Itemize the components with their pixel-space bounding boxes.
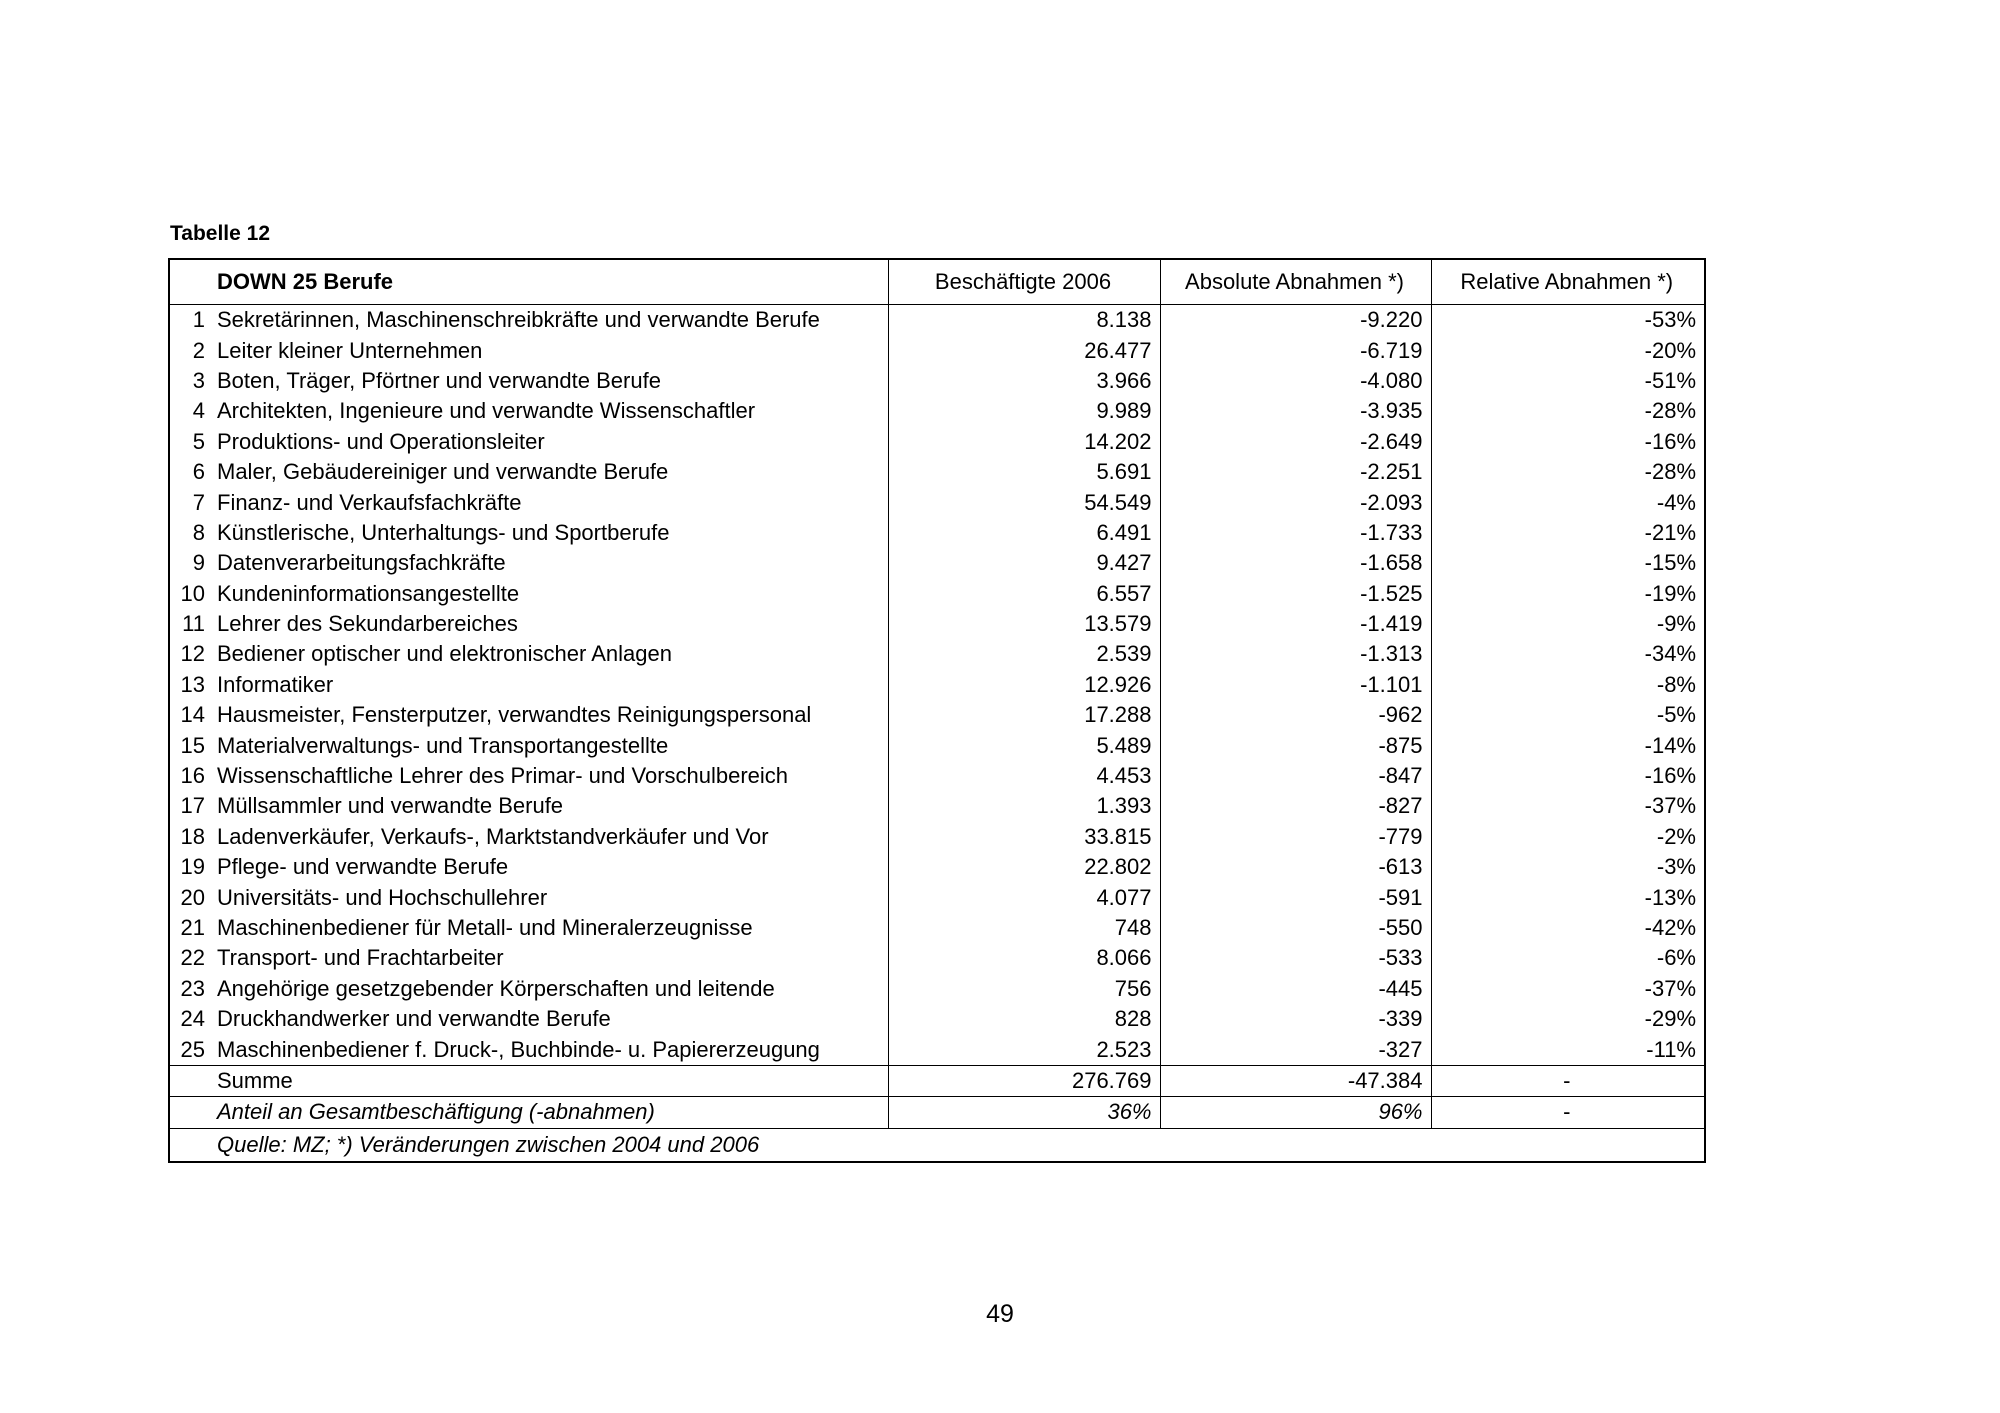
row-relative-decline: -3% (1431, 852, 1705, 882)
sum-employed-2006: 276.769 (888, 1065, 1160, 1096)
table-row (169, 670, 1705, 700)
row-absolute-decline: -3.935 (1160, 396, 1431, 426)
row-absolute-decline: -1.733 (1160, 518, 1431, 548)
table-row (169, 1034, 1705, 1065)
row-employed-2006: 2.539 (888, 639, 1160, 669)
row-relative-decline: -2% (1431, 822, 1705, 852)
table-row (169, 761, 1705, 791)
share-relative-decline: - (1431, 1097, 1705, 1128)
table-row (169, 487, 1705, 517)
row-relative-decline: -21% (1431, 518, 1705, 548)
row-relative-decline: -9% (1431, 609, 1705, 639)
row-relative-decline: -42% (1431, 913, 1705, 943)
share-absolute-decline: 96% (1160, 1097, 1431, 1128)
table-row (169, 366, 1705, 396)
row-occupation: Materialverwaltungs- und Transportangestellte (217, 732, 669, 758)
row-occupation: Bediener optischer und elektronischer Anlagen (217, 641, 672, 667)
row-absolute-decline: -1.658 (1160, 548, 1431, 578)
row-occupation: Sekretärinnen, Maschinenschreibkräfte und verwandte Berufe (217, 307, 820, 333)
row-employed-2006: 4.077 (888, 882, 1160, 912)
occupations-table (168, 258, 1706, 1163)
row-relative-decline: -19% (1431, 579, 1705, 609)
row-employed-2006: 6.491 (888, 518, 1160, 548)
row-rank: 18 (180, 823, 205, 849)
row-occupation: Produktions- und Operationsleiter (217, 428, 545, 454)
row-relative-decline: -51% (1431, 366, 1705, 396)
header-row (169, 259, 1705, 305)
row-employed-2006: 17.288 (888, 700, 1160, 730)
row-rank: 17 (180, 793, 205, 819)
share-label: Anteil an Gesamtbeschäftigung (-abnahmen) (211, 1097, 888, 1128)
row-employed-2006: 8.138 (888, 305, 1160, 336)
row-relative-decline: -53% (1431, 305, 1705, 336)
row-relative-decline: -6% (1431, 943, 1705, 973)
row-occupation: Pflege- und verwandte Berufe (217, 854, 509, 880)
row-occupation: Kundeninformationsangestellte (217, 580, 520, 606)
row-rank: 6 (192, 459, 205, 485)
table-row (169, 882, 1705, 912)
row-relative-decline: -16% (1431, 427, 1705, 457)
table-caption: Tabelle 12 (170, 222, 270, 245)
sum-blank (169, 1065, 211, 1096)
table-row (169, 943, 1705, 973)
row-employed-2006: 9.427 (888, 548, 1160, 578)
table-row (169, 609, 1705, 639)
row-occupation: Datenverarbeitungsfachkräfte (217, 550, 506, 576)
row-absolute-decline: -2.649 (1160, 427, 1431, 457)
row-relative-decline: -8% (1431, 670, 1705, 700)
row-rank: 24 (180, 1006, 205, 1032)
row-absolute-decline: -533 (1160, 943, 1431, 973)
row-employed-2006: 33.815 (888, 822, 1160, 852)
table-row (169, 335, 1705, 365)
header-relative-decline: Relative Abnahmen *) (1431, 259, 1705, 305)
row-relative-decline: -16% (1431, 761, 1705, 791)
row-relative-decline: -34% (1431, 639, 1705, 669)
row-occupation: Hausmeister, Fensterputzer, verwandtes Reinigungspersonal (217, 702, 812, 728)
share-row (169, 1097, 1705, 1128)
row-employed-2006: 3.966 (888, 366, 1160, 396)
row-relative-decline: -37% (1431, 791, 1705, 821)
row-rank: 23 (180, 975, 205, 1001)
row-absolute-decline: -827 (1160, 791, 1431, 821)
sum-row (169, 1065, 1705, 1096)
row-absolute-decline: -2.093 (1160, 487, 1431, 517)
row-employed-2006: 8.066 (888, 943, 1160, 973)
sum-label: Summe (211, 1065, 888, 1096)
header-title: DOWN 25 Berufe (211, 259, 888, 305)
row-relative-decline: -11% (1431, 1034, 1705, 1065)
row-rank: 21 (180, 915, 205, 940)
header-employed-2006: Beschäftigte 2006 (888, 259, 1160, 305)
sum-relative-decline: - (1431, 1065, 1705, 1096)
row-rank: 25 (180, 1036, 205, 1062)
row-occupation: Ladenverkäufer, Verkaufs-, Marktstandverkäufer und Vor (217, 823, 769, 849)
row-rank: 14 (180, 702, 205, 728)
row-rank: 20 (180, 884, 205, 910)
row-absolute-decline: -339 (1160, 1004, 1431, 1034)
row-employed-2006: 6.557 (888, 579, 1160, 609)
row-employed-2006: 756 (888, 974, 1160, 1004)
row-employed-2006: 9.989 (888, 396, 1160, 426)
row-occupation: Transport- und Frachtarbeiter (217, 945, 504, 971)
row-relative-decline: -15% (1431, 548, 1705, 578)
share-employed-2006: 36% (888, 1097, 1160, 1128)
source-note: Quelle: MZ; *) Veränderungen zwischen 2004 und 2006 (211, 1128, 1705, 1162)
row-absolute-decline: -779 (1160, 822, 1431, 852)
table-row (169, 518, 1705, 548)
table-row (169, 396, 1705, 426)
row-rank: 13 (180, 671, 205, 697)
table-row (169, 548, 1705, 578)
row-absolute-decline: -445 (1160, 974, 1431, 1004)
table-row (169, 700, 1705, 730)
row-absolute-decline: -1.525 (1160, 579, 1431, 609)
row-rank: 1 (192, 307, 205, 333)
row-rank: 19 (180, 854, 205, 880)
row-occupation: Finanz- und Verkaufsfachkräfte (217, 489, 522, 515)
row-absolute-decline: -1.313 (1160, 639, 1431, 669)
row-employed-2006: 4.453 (888, 761, 1160, 791)
table-row (169, 427, 1705, 457)
row-occupation: Boten, Träger, Pförtner und verwandte Berufe (217, 367, 661, 393)
row-rank: 15 (180, 732, 205, 758)
table-row (169, 457, 1705, 487)
row-employed-2006: 12.926 (888, 670, 1160, 700)
row-relative-decline: -28% (1431, 457, 1705, 487)
row-occupation: Druckhandwerker und verwandte Berufe (217, 1006, 611, 1032)
row-absolute-decline: -1.419 (1160, 609, 1431, 639)
row-occupation: Lehrer des Sekundarbereiches (217, 611, 518, 637)
row-rank: 5 (192, 428, 205, 454)
table-row (169, 730, 1705, 760)
row-relative-decline: -5% (1431, 700, 1705, 730)
row-rank: 11 (182, 611, 205, 637)
row-occupation: Informatiker (217, 671, 334, 697)
table-row (169, 1004, 1705, 1034)
row-employed-2006: 5.691 (888, 457, 1160, 487)
row-absolute-decline: -2.251 (1160, 457, 1431, 487)
table-row (169, 822, 1705, 852)
page-number: 49 (986, 1300, 1014, 1328)
table-row (169, 913, 1705, 943)
row-absolute-decline: -6.719 (1160, 335, 1431, 365)
source-row (169, 1128, 1705, 1162)
row-relative-decline: -20% (1431, 335, 1705, 365)
row-relative-decline: -4% (1431, 487, 1705, 517)
source-blank (169, 1128, 211, 1162)
row-employed-2006: 26.477 (888, 335, 1160, 365)
row-employed-2006: 828 (888, 1004, 1160, 1034)
row-absolute-decline: -4.080 (1160, 366, 1431, 396)
row-absolute-decline: -613 (1160, 852, 1431, 882)
table-row (169, 974, 1705, 1004)
table-row (169, 639, 1705, 669)
row-rank: 9 (192, 550, 205, 576)
header-absolute-decline: Absolute Abnahmen *) (1160, 259, 1431, 305)
row-occupation: Müllsammler und verwandte Berufe (217, 793, 564, 819)
row-employed-2006: 2.523 (888, 1034, 1160, 1065)
row-occupation: Architekten, Ingenieure und verwandte Wissenschaftler (217, 398, 756, 424)
row-employed-2006: 54.549 (888, 487, 1160, 517)
table-row (169, 579, 1705, 609)
row-employed-2006: 22.802 (888, 852, 1160, 882)
row-occupation: Angehörige gesetzgebender Körperschaften und leitende (217, 975, 775, 1001)
row-absolute-decline: -875 (1160, 730, 1431, 760)
row-rank: 2 (192, 337, 205, 363)
row-employed-2006: 13.579 (888, 609, 1160, 639)
row-occupation: Leiter kleiner Unternehmen (217, 337, 483, 363)
row-relative-decline: -13% (1431, 882, 1705, 912)
row-relative-decline: -14% (1431, 730, 1705, 760)
row-occupation: Maler, Gebäudereiniger und verwandte Berufe (217, 459, 669, 485)
row-relative-decline: -28% (1431, 396, 1705, 426)
row-rank: 7 (192, 489, 205, 515)
row-rank: 8 (192, 519, 205, 545)
row-employed-2006: 748 (888, 913, 1160, 943)
row-absolute-decline: -327 (1160, 1034, 1431, 1065)
table-row (169, 852, 1705, 882)
row-employed-2006: 14.202 (888, 427, 1160, 457)
sum-absolute-decline: -47.384 (1160, 1065, 1431, 1096)
table-row (169, 791, 1705, 821)
row-occupation: Maschinenbediener f. Druck-, Buchbinde- u. Papiererzeugung (217, 1036, 820, 1062)
row-employed-2006: 1.393 (888, 791, 1160, 821)
row-absolute-decline: -591 (1160, 882, 1431, 912)
row-rank: 10 (180, 580, 205, 606)
row-rank: 22 (180, 945, 205, 971)
row-relative-decline: -29% (1431, 1004, 1705, 1034)
row-rank: 3 (192, 367, 205, 393)
row-rank: 12 (180, 641, 205, 667)
table-row (169, 305, 1705, 336)
share-blank (169, 1097, 211, 1128)
row-occupation: Künstlerische, Unterhaltungs- und Sportberufe (217, 519, 670, 545)
row-rank: 4 (192, 398, 205, 424)
row-rank: 16 (180, 763, 205, 789)
row-relative-decline: -37% (1431, 974, 1705, 1004)
row-absolute-decline: -847 (1160, 761, 1431, 791)
row-absolute-decline: -550 (1160, 913, 1431, 943)
row-occupation: Wissenschaftliche Lehrer des Primar- und Vorschulbereich (217, 763, 789, 789)
row-absolute-decline: -1.101 (1160, 670, 1431, 700)
row-occupation: Universitäts- und Hochschullehrer (217, 884, 548, 910)
row-employed-2006: 5.489 (888, 730, 1160, 760)
row-absolute-decline: -9.220 (1160, 305, 1431, 336)
row-occupation: Maschinenbediener für Metall- und Mineralerzeugnisse (217, 915, 753, 940)
row-absolute-decline: -962 (1160, 700, 1431, 730)
